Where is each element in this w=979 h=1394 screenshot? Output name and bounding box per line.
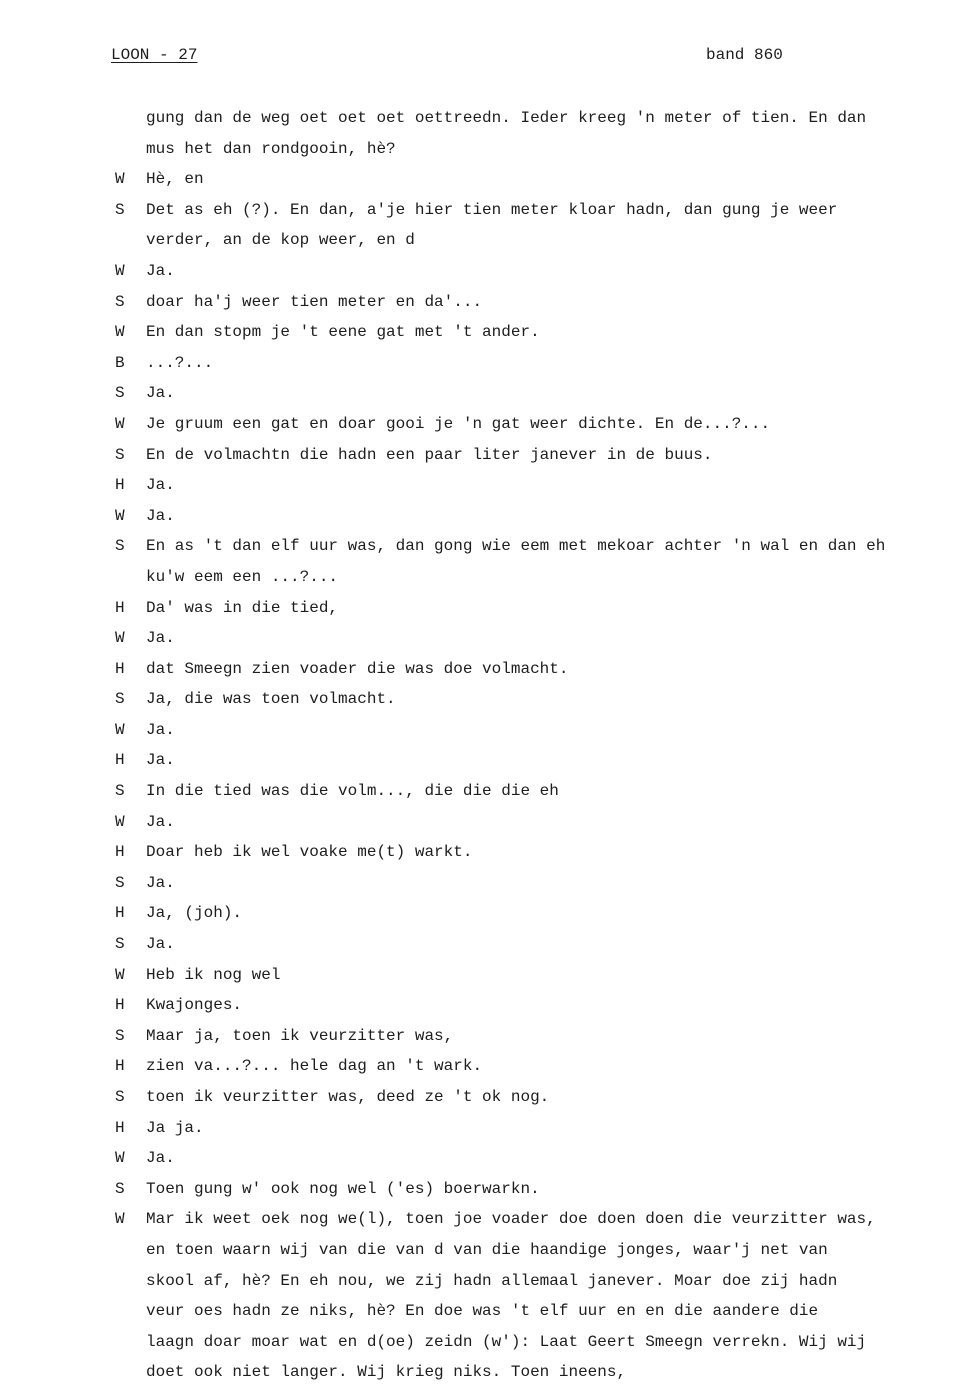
line-text: Ja. [146, 629, 175, 648]
speaker-label: W [115, 170, 125, 189]
line-text: ku'w eem een ...?... [146, 567, 339, 586]
speaker-label: S [115, 782, 125, 801]
transcript-line [0, 164, 979, 195]
transcript-line [0, 1113, 979, 1144]
transcript-line [0, 1327, 979, 1358]
transcript-line [0, 103, 979, 134]
transcript-line [0, 562, 979, 593]
line-text: Doar heb ik wel voake me(t) warkt. [146, 843, 473, 862]
transcript-line [0, 531, 979, 562]
line-text: Det as eh (?). En dan, a'je hier tien meter kloar hadn, dan gung je weer [146, 200, 838, 219]
line-text: Ja. [146, 720, 175, 739]
transcript-line [0, 134, 979, 165]
line-text: In die tied was die volm..., die die die eh [146, 782, 559, 801]
line-text: doet ook niet langer. Wij krieg niks. Toen ineens, [146, 1363, 627, 1382]
transcript-line [0, 898, 979, 929]
line-text: En as 't dan elf uur was, dan gong wie eem met mekoar achter 'n wal en dan eh [146, 537, 886, 556]
transcript-line [0, 287, 979, 318]
line-text: veur oes hadn ze niks, hè? En doe was 't elf uur en en die aandere die [146, 1302, 819, 1321]
transcript-line [0, 1296, 979, 1327]
speaker-label: S [115, 292, 125, 311]
transcript-line [0, 1204, 979, 1235]
transcript-line [0, 807, 979, 838]
line-text: Kwajonges. [146, 996, 243, 1015]
line-text: mus het dan rondgooin, hè? [146, 139, 396, 158]
transcript-line [0, 348, 979, 379]
line-text: Ja ja. [146, 1118, 204, 1137]
page-header-left: LOON - 27 [111, 46, 198, 64]
transcript-line [0, 409, 979, 440]
transcript-line [0, 1174, 979, 1205]
transcript-line [0, 837, 979, 868]
transcript-line [0, 1357, 979, 1388]
speaker-label: S [115, 690, 125, 709]
transcript-line [0, 960, 979, 991]
line-text: dat Smeegn zien voader die was doe volmacht. [146, 659, 569, 678]
speaker-label: H [115, 659, 125, 678]
line-text: Toen gung w' ook nog wel ('es) boerwarkn. [146, 1179, 540, 1198]
line-text: gung dan de weg oet oet oet oettreedn. Ieder kreeg 'n meter of tien. En dan [146, 109, 867, 127]
speaker-label: W [115, 965, 125, 984]
speaker-label: S [115, 537, 125, 556]
transcript-line [0, 593, 979, 624]
transcript-line [0, 440, 979, 471]
speaker-label: W [115, 629, 125, 648]
speaker-label: H [115, 1057, 125, 1076]
line-text: Ja. [146, 261, 175, 280]
speaker-label: W [115, 414, 125, 433]
transcript-line [0, 684, 979, 715]
line-text: laagn doar moar wat en d(oe) zeidn (w'): Laat Geert Smeegn verrekn. Wij wij [146, 1332, 867, 1351]
line-text: zien va...?... hele dag an 't wark. [146, 1057, 483, 1076]
line-text: Ja. [146, 1149, 175, 1168]
transcript-line [0, 745, 979, 776]
line-text: Ja. [146, 384, 175, 403]
transcript-line [0, 470, 979, 501]
speaker-label: S [115, 200, 125, 219]
speaker-label: H [115, 598, 125, 617]
speaker-label: W [115, 720, 125, 739]
speaker-label: W [115, 261, 125, 280]
speaker-label: W [115, 1210, 125, 1229]
transcript-line [0, 256, 979, 287]
line-text: Ja. [146, 935, 175, 954]
transcript-line [0, 715, 979, 746]
line-text: Heb ik nog wel [146, 965, 281, 984]
transcript-line [0, 1051, 979, 1082]
speaker-label: S [115, 873, 125, 892]
line-text: en toen waarn wij van die van d van die haandige jonges, waar'j net van [146, 1240, 828, 1259]
line-text: En dan stopm je 't eene gat met 't ander. [146, 323, 540, 342]
speaker-label: S [115, 384, 125, 403]
line-text: Ja, die was toen volmacht. [146, 690, 396, 709]
speaker-label: S [115, 1026, 125, 1045]
transcript-line [0, 501, 979, 532]
transcript-line [0, 378, 979, 409]
transcript-line [0, 1235, 979, 1266]
speaker-label: W [115, 323, 125, 342]
transcript-line [0, 1082, 979, 1113]
speaker-label: S [115, 935, 125, 954]
line-text: Ja. [146, 476, 175, 495]
speaker-label: H [115, 904, 125, 923]
line-text: Da' was in die tied, [146, 598, 339, 617]
line-text: doar ha'j weer tien meter en da'... [146, 292, 483, 311]
line-text: Ja. [146, 812, 175, 831]
speaker-label: S [115, 1088, 125, 1106]
transcript-line [0, 623, 979, 654]
line-text: skool af, hè? En eh nou, we zij hadn allemaal janever. Moar doe zij hadn [146, 1271, 838, 1290]
line-text: Ja, (joh). [146, 904, 243, 923]
transcript-line [0, 1266, 979, 1297]
speaker-label: H [115, 996, 125, 1015]
line-text: Hè, en [146, 170, 204, 189]
line-text: Ja. [146, 506, 175, 525]
transcript-line [0, 195, 979, 226]
speaker-label: W [115, 812, 125, 831]
line-text: Maar ja, toen ik veurzitter was, [146, 1026, 454, 1045]
transcript-line [0, 868, 979, 899]
speaker-label: W [115, 1149, 125, 1168]
transcript-line [0, 225, 979, 256]
transcript-line [0, 929, 979, 960]
line-text: toen ik veurzitter was, deed ze 't ok nog. [146, 1088, 550, 1106]
line-text: ...?... [146, 353, 214, 372]
transcript-line [0, 1021, 979, 1052]
transcript-line [0, 317, 979, 348]
speaker-label: H [115, 751, 125, 770]
line-text: Je gruum een gat en doar gooi je 'n gat weer dichte. En de...?... [146, 414, 771, 433]
line-text: Ja. [146, 873, 175, 892]
transcript-body [0, 103, 979, 1388]
speaker-label: H [115, 1118, 125, 1137]
transcript-line [0, 776, 979, 807]
transcript-line [0, 990, 979, 1021]
speaker-label: S [115, 445, 125, 464]
speaker-label: B [115, 353, 125, 372]
line-text: Ja. [146, 751, 175, 770]
speaker-label: S [115, 1179, 125, 1198]
speaker-label: H [115, 476, 125, 495]
transcript-line [0, 1143, 979, 1174]
line-text: Mar ik weet oek nog we(l), toen joe voader doe doen doen die veurzitter was, [146, 1210, 876, 1229]
speaker-label: W [115, 506, 125, 525]
page-header-right: band 860 [706, 46, 783, 64]
line-text: verder, an de kop weer, en d [146, 231, 415, 250]
transcript-line [0, 654, 979, 685]
line-text: En de volmachtn die hadn een paar liter janever in de buus. [146, 445, 713, 464]
speaker-label: H [115, 843, 125, 862]
